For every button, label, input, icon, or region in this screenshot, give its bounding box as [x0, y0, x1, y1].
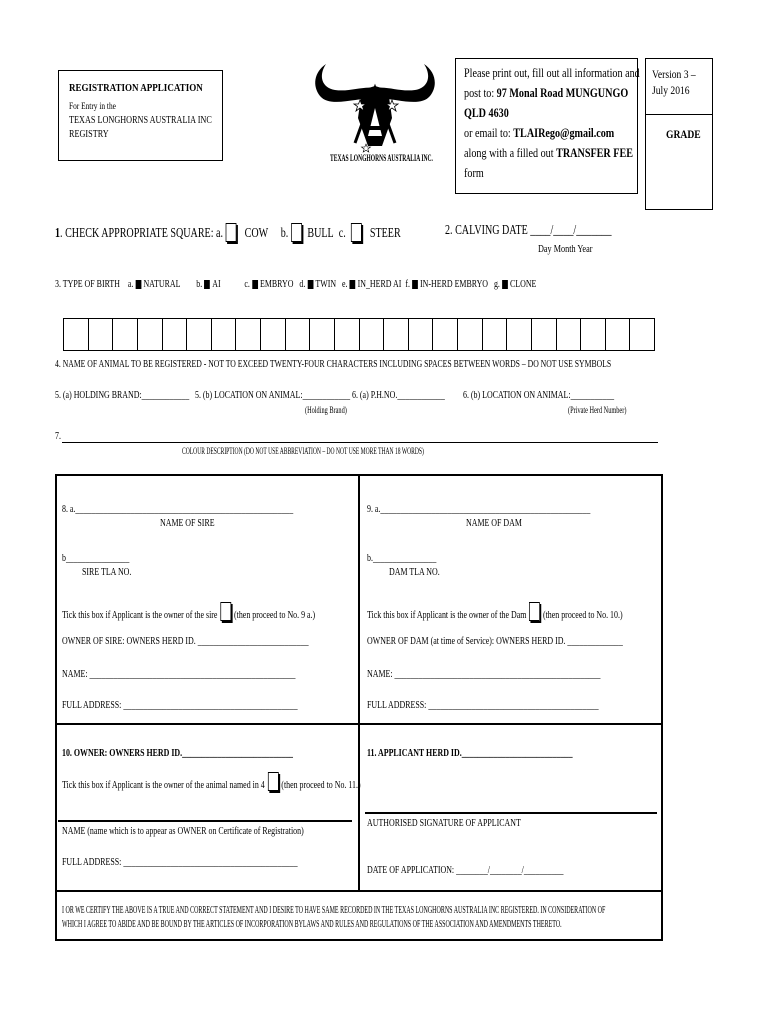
cow-checkbox[interactable] — [226, 223, 237, 242]
question-7: 7. — [55, 430, 61, 442]
owner-checkbox[interactable] — [268, 772, 279, 791]
signature-caption: AUTHORISED SIGNATURE OF APPLICANT — [367, 817, 521, 829]
sire-name-caption: NAME OF SIRE — [160, 517, 215, 529]
calving-date[interactable]: 2. CALVING DATE ____/____/_______ — [445, 223, 612, 238]
holding-brand-field[interactable]: 5. (a) HOLDING BRAND:____________ — [55, 389, 190, 401]
question-4: 4. NAME OF ANIMAL TO BE REGISTERED - NOT TO EXCEED TWENTY-FOUR CHARACTERS INCLUDING SPACES BETWEEN WORDS – DO NOT USE SYMBOLS — [55, 358, 612, 370]
sire-owner-field[interactable]: OWNER OF SIRE: OWNERS HERD ID. ____________________________ — [62, 635, 309, 647]
natural-checkbox[interactable] — [136, 280, 142, 289]
calving-date-sub: Day Month Year — [538, 244, 593, 255]
registry-line-1: TEXAS LONGHORNS AUSTRALIA INC — [69, 115, 212, 126]
sire-tla-field[interactable]: b________________ — [62, 552, 130, 564]
inherd-embryo-checkbox[interactable] — [412, 280, 418, 289]
colour-description-sub: COLOUR DESCRIPTION (DO NOT USE ABBREVIATION – DO NOT USE MORE THAN 18 WORDS) — [182, 446, 424, 456]
sire-owner-checkbox[interactable] — [220, 602, 231, 621]
dam-owner-tick: Tick this box if Applicant is the owner of the Dam (then proceed to No. 10.) — [367, 602, 623, 621]
version-line-2: July 2016 — [652, 83, 690, 97]
fee-suffix: form — [464, 165, 484, 180]
dam-tla-field[interactable]: b.________________ — [367, 552, 437, 564]
bull-checkbox[interactable] — [291, 223, 302, 242]
sire-owner-address-field[interactable]: FULL ADDRESS: ____________________________________________ — [62, 699, 298, 711]
holding-brand-sub: (Holding Brand) — [305, 405, 347, 415]
steer-checkbox[interactable] — [351, 223, 362, 242]
post-line-2: post to: 97 Monal Road MUNGUNGO — [464, 85, 629, 100]
embryo-checkbox[interactable] — [252, 280, 258, 289]
postal-instructions-box — [455, 58, 638, 194]
inherd-ai-checkbox[interactable] — [350, 280, 356, 289]
registry-line-2: REGISTRY — [69, 129, 109, 140]
dam-owner-checkbox[interactable] — [529, 602, 540, 621]
owner-address-field[interactable]: FULL ADDRESS: ____________________________________________ — [62, 856, 298, 868]
phno-field[interactable]: 6. (a) P.H.NO.____________ — [352, 389, 445, 401]
dam-owner-field[interactable]: OWNER OF DAM (at time of Service): OWNERS HERD ID. ______________ — [367, 635, 623, 647]
certification-line-1: I OR WE CERTIFY THE ABOVE IS A TRUE AND CORRECT STATEMENT AND I DESIRE TO HAVE SAME RECORDED IN THE TEXAS LONGHORNS AUSTRALIA INC REGISTERED. IN CONSIDERATION OF — [62, 905, 606, 916]
post-address-2: QLD 4630 — [464, 105, 509, 120]
animal-name-grid[interactable] — [63, 318, 655, 351]
entry-line: For Entry in the — [69, 101, 116, 111]
sire-owner-tick: Tick this box if Applicant is the owner of the sire (then proceed to No. 9 a.) — [62, 602, 315, 621]
dam-tla-caption: DAM TLA NO. — [389, 566, 440, 578]
owner-name-caption: NAME (name which is to appear as OWNER on Certificate of Registration) — [62, 825, 304, 837]
grade-label: GRADE — [666, 127, 701, 141]
dam-name-field[interactable]: 9. a._____________________________________________________ — [367, 503, 591, 515]
twin-checkbox[interactable] — [307, 280, 313, 289]
applicant-herd-field[interactable]: 11. APPLICANT HERD ID.____________________________ — [367, 747, 573, 759]
brand-location-field[interactable]: 5. (b) LOCATION ON ANIMAL:____________ — [195, 389, 351, 401]
form-title: REGISTRATION APPLICATION — [69, 82, 203, 94]
version-box — [645, 58, 713, 210]
email-address: TLAIRego@gmail.com — [513, 125, 615, 140]
longhorn-logo — [300, 58, 450, 168]
question-1: 1. CHECK APPROPRIATE SQUARE: a. COW b. BULL c. STEER — [55, 223, 401, 242]
post-address: 97 Monal Road MUNGUNGO — [496, 85, 629, 100]
colour-description-line[interactable] — [62, 442, 658, 443]
ai-checkbox[interactable] — [204, 280, 210, 289]
owner-tick: Tick this box if Applicant is the owner of the animal named in 4 (then proceed to No. 11.) — [62, 772, 361, 791]
signature-line[interactable] — [365, 812, 657, 814]
owner-herd-field[interactable]: 10. OWNER: OWNERS HERD ID.____________________________ — [62, 747, 294, 759]
sire-owner-name-field[interactable]: NAME: ____________________________________________________ — [62, 668, 296, 680]
sire-tla-caption: SIRE TLA NO. — [82, 566, 132, 578]
phno-location-field[interactable]: 6. (b) LOCATION ON ANIMAL:___________ — [463, 389, 615, 401]
question-3: 3. TYPE OF BIRTH a. NATURAL b. AI c. EMBRYO d. TWIN e. IN_HERD AI f. IN-HERD EMBRYO g. CLONE — [55, 278, 537, 290]
dam-name-caption: NAME OF DAM — [466, 517, 522, 529]
version-line-1: Version 3 – — [652, 67, 696, 81]
clone-checkbox[interactable] — [502, 280, 508, 289]
registration-title-box — [58, 70, 223, 161]
phno-sub: (Private Herd Number) — [568, 405, 627, 415]
dam-owner-name-field[interactable]: NAME: ____________________________________________________ — [367, 668, 601, 680]
sire-name-field[interactable]: 8. a._______________________________________________________ — [62, 503, 294, 515]
logo-text: TEXAS LONGHORNS AUSTRALIA INC. — [330, 153, 433, 163]
application-date-field[interactable]: DATE OF APPLICATION: ________/________/__________ — [367, 864, 564, 876]
dam-owner-address-field[interactable]: FULL ADDRESS: ___________________________________________ — [367, 699, 599, 711]
fee-line: along with a filled out TRANSFER FEE — [464, 145, 634, 160]
owner-name-line[interactable] — [58, 820, 352, 822]
post-line-1: Please print out, fill out all information and — [464, 65, 640, 80]
certification-line-2: WHICH I AGREE TO ABIDE AND BE BOUND BY THE ARTICLES OF INCORPORATION BYLAWS AND RULES AND REGULATIONS OF THE ASSOCIATION AND AMENDMENTS THERETO. — [62, 919, 562, 930]
transfer-fee: TRANSFER FEE — [556, 145, 634, 160]
email-line: or email to: TLAIRego@gmail.com — [464, 125, 615, 140]
